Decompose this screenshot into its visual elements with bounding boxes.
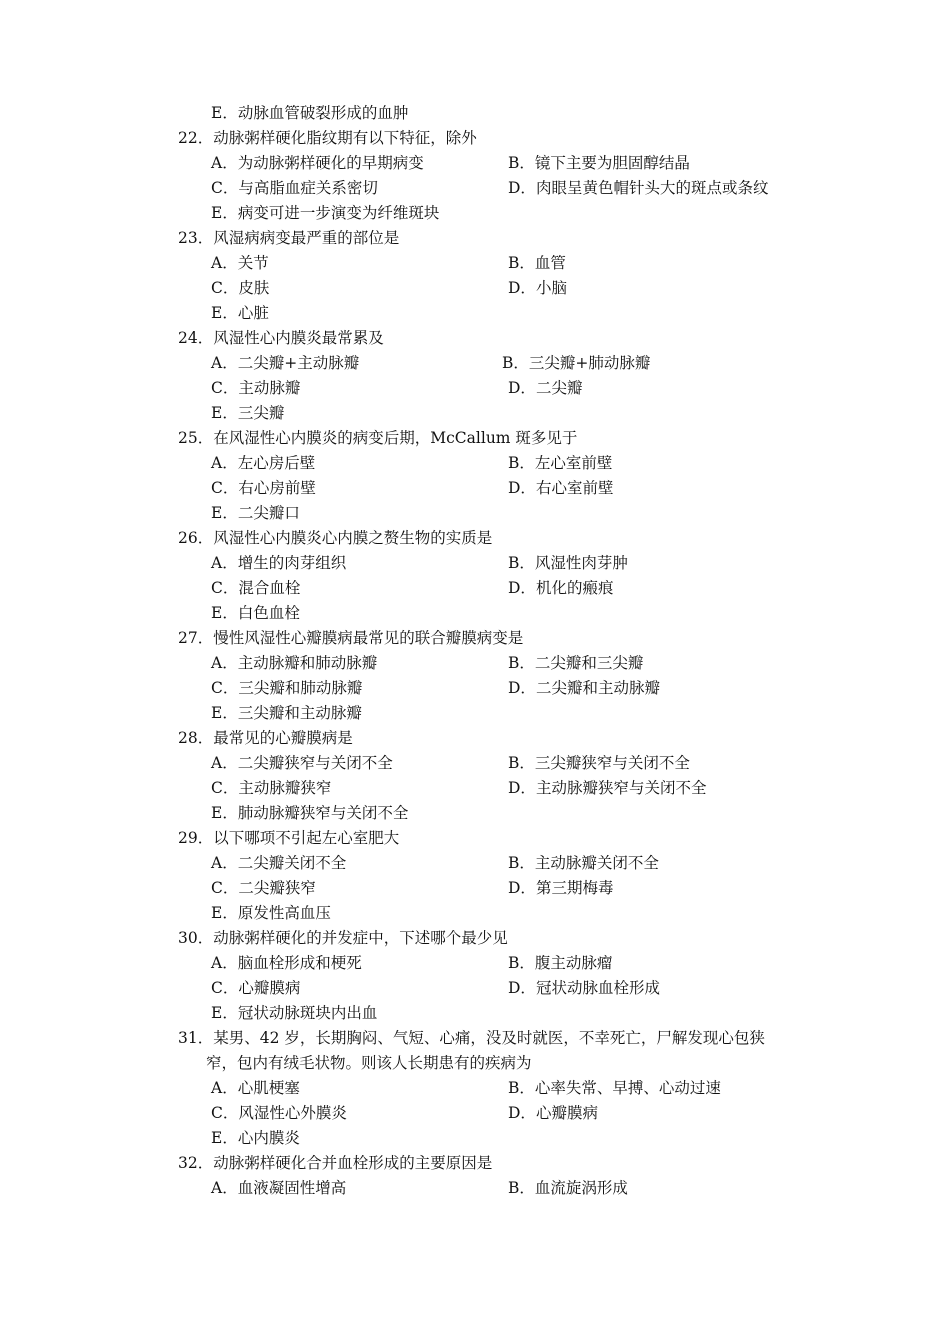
question-text: 动脉粥样硬化合并血栓形成的主要原因是 — [213, 1154, 493, 1172]
option-text: 混合血栓 — [238, 579, 301, 597]
question-number: 24 — [178, 329, 198, 347]
question-stem: 24．风湿性心内膜炎最常累及 — [178, 329, 384, 347]
option-text: 二尖瓣+主动脉瓣 — [237, 354, 360, 372]
option-text: 镜下主要为胆固醇结晶 — [534, 154, 690, 172]
option-d: D．二尖瓣 — [508, 379, 583, 397]
option-text: 脑血栓形成和梗死 — [237, 954, 362, 972]
option-b: B．风湿性肉芽肿 — [508, 554, 628, 572]
option-text: 原发性高血压 — [237, 904, 331, 922]
option-e: E．心脏 — [211, 304, 269, 322]
option-d: D．右心室前壁 — [508, 479, 614, 497]
option-text: 心瓣膜病 — [238, 979, 301, 997]
option-e: E．三尖瓣 — [211, 404, 285, 422]
option-text: 与高脂血症关系密切 — [238, 179, 378, 197]
question-text: 动脉粥样硬化脂纹期有以下特征，除外 — [213, 129, 477, 147]
option-d: D．第三期梅毒 — [508, 879, 614, 897]
option-c: C．心瓣膜病 — [211, 979, 301, 997]
option-c: C．主动脉瓣 — [211, 379, 301, 397]
question-stem-continued — [206, 1051, 532, 1076]
option-d: D．二尖瓣和主动脉瓣 — [508, 679, 660, 697]
option-text: 二尖瓣口 — [237, 504, 300, 522]
option-e: E．冠状动脉斑块内出血 — [211, 1004, 378, 1022]
question-number: 30 — [178, 929, 198, 947]
option-a: A．二尖瓣+主动脉瓣 — [211, 354, 360, 372]
question-number: 27 — [178, 629, 198, 647]
question-stem: 26．风湿性心内膜炎心内膜之赘生物的实质是 — [178, 529, 493, 547]
option-b: B．镜下主要为胆固醇结晶 — [508, 154, 690, 172]
option-text: 二尖瓣关闭不全 — [237, 854, 347, 872]
option-a: A．左心房后壁 — [211, 454, 316, 472]
option-e: E．动脉血管破裂形成的血肿 — [211, 104, 409, 122]
option-text: 肺动脉瓣狭窄与关闭不全 — [237, 804, 409, 822]
option-b: B．血流旋涡形成 — [508, 1179, 628, 1197]
question-text: 最常见的心瓣膜病是 — [213, 729, 353, 747]
option-c: C．三尖瓣和肺动脉瓣 — [211, 679, 363, 697]
question-number: 31 — [178, 1029, 198, 1047]
option-text: 小脑 — [535, 279, 567, 297]
option-text: 三尖瓣和主动脉瓣 — [237, 704, 362, 722]
option-text: 右心房前壁 — [238, 479, 316, 497]
option-text: 第三期梅毒 — [535, 879, 614, 897]
option-text: 血液凝固性增高 — [237, 1179, 347, 1197]
option-b: B．主动脉瓣关闭不全 — [508, 854, 659, 872]
option-text: 风湿性肉芽肿 — [534, 554, 628, 572]
option-e: E．白色血栓 — [211, 604, 300, 622]
option-e: E．原发性高血压 — [211, 904, 331, 922]
option-text: 增生的肉芽组织 — [237, 554, 347, 572]
question-stem: 31．某男、42 岁，长期胸闷、气短、心痛，没及时就医，不幸死亡，尸解发现心包狭 — [178, 1029, 765, 1047]
option-text: 三尖瓣狭窄与关闭不全 — [534, 754, 690, 772]
option-c: C．皮肤 — [211, 279, 270, 297]
option-text: 为动脉粥样硬化的早期病变 — [237, 154, 424, 172]
question-stem: 30．动脉粥样硬化的并发症中，下述哪个最少见 — [178, 929, 508, 947]
option-d: D．肉眼呈黄色帽针头大的斑点或条纹 — [508, 179, 769, 197]
option-a: A．为动脉粥样硬化的早期病变 — [211, 154, 424, 172]
option-a: A．血液凝固性增高 — [211, 1179, 347, 1197]
question-stem: 23．风湿病病变最严重的部位是 — [178, 229, 400, 247]
option-b: B．心率失常、早搏、心动过速 — [508, 1079, 721, 1097]
option-text: 心脏 — [237, 304, 269, 322]
option-text: 心率失常、早搏、心动过速 — [534, 1079, 721, 1097]
question-text: 风湿病病变最严重的部位是 — [213, 229, 400, 247]
option-text: 皮肤 — [238, 279, 270, 297]
option-text: 二尖瓣狭窄与关闭不全 — [237, 754, 393, 772]
question-stem: 28．最常见的心瓣膜病是 — [178, 729, 353, 747]
option-b: B．左心室前壁 — [508, 454, 613, 472]
option-text: 左心室前壁 — [534, 454, 613, 472]
option-text: 心肌梗塞 — [237, 1079, 300, 1097]
option-text: 三尖瓣+肺动脉瓣 — [528, 354, 651, 372]
question-stem: 25．在风湿性心内膜炎的病变后期，McCallum 斑多见于 — [178, 429, 578, 447]
option-e: E．心内膜炎 — [211, 1129, 300, 1147]
option-text: 肉眼呈黄色帽针头大的斑点或条纹 — [535, 179, 769, 197]
option-d: D．小脑 — [508, 279, 567, 297]
option-b: B．二尖瓣和三尖瓣 — [508, 654, 644, 672]
option-b: B．三尖瓣狭窄与关闭不全 — [508, 754, 690, 772]
option-text: 白色血栓 — [237, 604, 300, 622]
option-text: 风湿性心外膜炎 — [238, 1104, 347, 1122]
question-number: 25 — [178, 429, 198, 447]
question-text: 风湿性心内膜炎最常累及 — [213, 329, 384, 347]
option-c: C．混合血栓 — [211, 579, 301, 597]
option-text: 心内膜炎 — [237, 1129, 300, 1147]
question-stem: 29．以下哪项不引起左心室肥大 — [178, 829, 400, 847]
option-text: 冠状动脉斑块内出血 — [237, 1004, 378, 1022]
option-c: C．主动脉瓣狭窄 — [211, 779, 332, 797]
option-text: 病变可进一步演变为纤维斑块 — [237, 204, 440, 222]
option-text: 腹主动脉瘤 — [534, 954, 613, 972]
option-text: 心瓣膜病 — [535, 1104, 598, 1122]
option-c: C．与高脂血症关系密切 — [211, 179, 378, 197]
question-number: 32 — [178, 1154, 198, 1172]
question-text: 动脉粥样硬化的并发症中，下述哪个最少见 — [213, 929, 508, 947]
option-text: 关节 — [237, 254, 269, 272]
option-c: C．风湿性心外膜炎 — [211, 1104, 347, 1122]
option-e: E．病变可进一步演变为纤维斑块 — [211, 204, 440, 222]
option-text: 动脉血管破裂形成的血肿 — [237, 104, 409, 122]
question-number: 22 — [178, 129, 198, 147]
option-text: 左心房后壁 — [237, 454, 316, 472]
option-text: 右心室前壁 — [535, 479, 614, 497]
question-text: 窄，包内有绒毛状物。则该人长期患有的疾病为 — [206, 1054, 532, 1072]
option-d: D．主动脉瓣狭窄与关闭不全 — [508, 779, 707, 797]
question-number: 29 — [178, 829, 198, 847]
option-d: D．冠状动脉血栓形成 — [508, 979, 660, 997]
option-a: A．主动脉瓣和肺动脉瓣 — [211, 654, 378, 672]
option-b: B．血管 — [508, 254, 566, 272]
question-stem: 27．慢性风湿性心瓣膜病最常见的联合瓣膜病变是 — [178, 629, 524, 647]
option-text: 机化的瘢痕 — [535, 579, 614, 597]
option-a: A．二尖瓣狭窄与关闭不全 — [211, 754, 393, 772]
option-text: 血流旋涡形成 — [534, 1179, 628, 1197]
option-d: D．机化的瘢痕 — [508, 579, 614, 597]
question-text: 某男、42 岁，长期胸闷、气短、心痛，没及时就医，不幸死亡，尸解发现心包狭 — [213, 1029, 765, 1047]
option-b: B．腹主动脉瘤 — [508, 954, 613, 972]
option-a: A．关节 — [211, 254, 269, 272]
question-number: 28 — [178, 729, 198, 747]
option-text: 三尖瓣 — [237, 404, 285, 422]
option-e: E．三尖瓣和主动脉瓣 — [211, 704, 362, 722]
question-number: 23 — [178, 229, 198, 247]
question-text: 风湿性心内膜炎心内膜之赘生物的实质是 — [213, 529, 493, 547]
option-text: 二尖瓣和主动脉瓣 — [535, 679, 660, 697]
option-e: E．肺动脉瓣狭窄与关闭不全 — [211, 804, 409, 822]
option-c: C．二尖瓣狭窄 — [211, 879, 316, 897]
option-text: 二尖瓣狭窄 — [238, 879, 316, 897]
option-text: 主动脉瓣 — [238, 379, 301, 397]
question-stem: 22．动脉粥样硬化脂纹期有以下特征，除外 — [178, 129, 477, 147]
option-a: A．增生的肉芽组织 — [211, 554, 347, 572]
option-text: 血管 — [534, 254, 566, 272]
option-text: 主动脉瓣狭窄 — [238, 779, 332, 797]
question-text: 慢性风湿性心瓣膜病最常见的联合瓣膜病变是 — [213, 629, 524, 647]
option-text: 二尖瓣和三尖瓣 — [534, 654, 644, 672]
question-text: 以下哪项不引起左心室肥大 — [213, 829, 400, 847]
option-text: 二尖瓣 — [535, 379, 583, 397]
option-c: C．右心房前壁 — [211, 479, 316, 497]
option-a: A．脑血栓形成和梗死 — [211, 954, 362, 972]
option-text: 三尖瓣和肺动脉瓣 — [238, 679, 363, 697]
option-e: E．二尖瓣口 — [211, 504, 300, 522]
question-number: 26 — [178, 529, 198, 547]
option-a: A．心肌梗塞 — [211, 1079, 300, 1097]
option-a: A．二尖瓣关闭不全 — [211, 854, 347, 872]
option-text: 主动脉瓣关闭不全 — [534, 854, 659, 872]
option-text: 冠状动脉血栓形成 — [535, 979, 660, 997]
question-text: 在风湿性心内膜炎的病变后期，McCallum 斑多见于 — [213, 429, 578, 447]
option-text: 主动脉瓣和肺动脉瓣 — [237, 654, 378, 672]
option-b: B．三尖瓣+肺动脉瓣 — [502, 354, 651, 372]
question-stem: 32．动脉粥样硬化合并血栓形成的主要原因是 — [178, 1154, 493, 1172]
option-text: 主动脉瓣狭窄与关闭不全 — [535, 779, 707, 797]
option-d: D．心瓣膜病 — [508, 1104, 598, 1122]
